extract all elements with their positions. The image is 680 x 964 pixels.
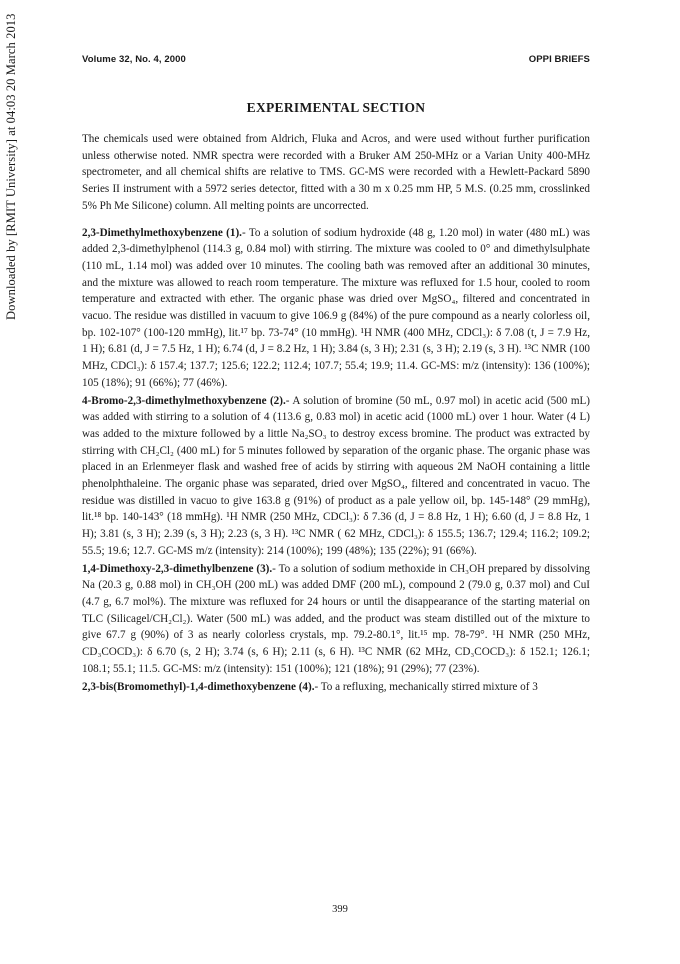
page-number: 399 [332, 904, 348, 915]
compound-heading: 4-Bromo-2,3-dimethylmethoxybenzene (2). [82, 394, 286, 407]
download-watermark: Downloaded by [RMIT University] at 04:03 20 March 2013 [4, 13, 18, 320]
compound-heading: 2,3-Dimethylmethoxybenzene (1). [82, 226, 242, 239]
paragraph-text: - To a refluxing, mechanically stirred mixture of 3 [314, 680, 538, 693]
procedure-paragraph [82, 679, 590, 696]
paragraph-text: - To a solution of sodium hydroxide (48 g, 1.20 mol) in water (480 mL) was added 2,3-dimethylphenol (114.3 g, 0.84 mol) with stirring. The mixture was cooled to 0° and dimethylsulphate (110 mL, 1.14 mol) was added over 10 minutes. The cooling bath was removed after an additional 30 minutes, and the mixture was allowed to reach room temperature. The mixture was refluxed for 1.5 hour, cooled to room temperature and extracted with ether. The organic phase was dried over MgSO₄, filtered and concentrated in vacuo. The residue was distilled in vacuum to give 106.9 g (84%) of the pure compound as a nearly colorless oil, bp. 102-107° (100-120 mmHg), lit.¹⁷ bp. 73-74° (10 mmHg). ¹H NMR (400 MHz, CDCl₃): δ 7.08 (t, J = 7.9 Hz, 1 H); 6.81 (d, J = 7.5 Hz, 1 H); 6.74 (d, J = 8.2 Hz, 1 H); 3.84 (s, 3 H); 2.31 (s, 3 H); 2.19 (s, 3 H). ¹³C NMR (100 MHz, CDCl₃): δ 157.4; 137.7; 125.6; 122.2; 112.4; 107.7; 55.4; 19.9; 11.4. GC-MS: m/z (intensity): 136 (100%); 105 (18%); 91 (66%); 77 (46%). [82, 226, 590, 389]
running-header [82, 54, 590, 65]
procedure-paragraph [82, 393, 590, 560]
paragraph-text: - To a solution of sodium methoxide in CH₃OH prepared by dissolving Na (20.3 g, 0.88 mol) in CH₃OH (200 mL) was added DMF (200 mL), compound 2 (79.0 g, 0.37 mol) and CuI (4.7 g, 6.7 mol%). The mixture was refluxed for 24 hours or until the disappearance of the starting material on TLC (Silicagel/CH₂Cl₂). Water (500 mL) was added, and the product was steam distilled out of the mixture to give 67.7 g (90%) of 3 as nearly colorless crystals, mp. 79.2-80.1°, lit.¹⁵ mp. 78-79°. ¹H NMR (250 MHz, CD₃COCD₃): δ 6.70 (s, 2 H); 3.74 (s, 6 H); 2.11 (s, 6 H). ¹³C NMR (62 MHz, CD₃COCD₃): δ 152.1; 126.1; 108.1; 55.1; 11.5. GC-MS: m/z (intensity): 151 (100%); 121 (18%); 91 (29%); 77 (23%). [82, 562, 590, 675]
procedure-paragraph [82, 225, 590, 392]
paragraph-text: The chemicals used were obtained from Aldrich, Fluka and Acros, and were used without further purification unless otherwise noted. NMR spectra were recorded with a Bruker AM 250-MHz or a Varian Unity 400-MHz spectrometer, and all chemical shifts are relative to TMS. GC-MS were recorded with a Hewlett-Packard 5890 Series II instrument with a 5972 series detector, fitted with a 30 m x 0.25 mm HP, 5 M.S. (0.25 mm, crosslinked 5% Ph Me Silicone) column. All melting points are uncorrected. [82, 133, 590, 212]
section-title: EXPERIMENTAL SECTION [246, 100, 426, 115]
compound-heading: 1,4-Dimethoxy-2,3-dimethylbenzene (3). [82, 562, 273, 575]
procedure-paragraph [82, 561, 590, 678]
journal-section: OPPI BRIEFS [528, 54, 590, 65]
journal-volume: Volume 32, No. 4, 2000 [82, 54, 186, 65]
page-body [82, 54, 590, 695]
intro-paragraph [82, 131, 590, 215]
compound-heading: 2,3-bis(Bromomethyl)-1,4-dimethoxybenzene (4). [82, 680, 315, 693]
paragraph-text: - A solution of bromine (50 mL, 0.97 mol) in acetic acid (500 mL) was added with stirring to a solution of 4 (113.6 g, 0.83 mol) in acetic acid (1000 mL) over 1 hour. Water (4 L) was added to the mixture followed by a little Na₂SO₃ to destroy excess bromine. The product was extracted by stirring with CH₂Cl₂ (400 mL) for 5 minutes followed by separation of the organic phase. The organic phase was placed in an Erlenmeyer flask and washed free of acids by stirring with aqueous 2M NaOH containing a little phenolphthaleine. The organic phase was separated, dried over MgSO₄, filtered and concentrated in vacuo. The residue was distilled in vacuo to give 163.8 g (91%) of product as a pale yellow oil, bp. 145-148° (29 mmHg), lit.¹⁸ bp. 140-143° (18 mmHg). ¹H NMR (250 MHz, CDCl₃): δ 7.36 (d, J = 8.8 Hz, 1 H); 6.60 (d, J = 8.8 Hz, 1 H); 3.81 (s, 3 H); 2.39 (s, 3 H); 2.23 (s, 3 H). ¹³C NMR ( 62 MHz, CDCl₃): δ 155.5; 136.7; 129.4; 116.2; 109.2; 55.5; 19.6; 12.7. GC-MS m/z (intensity): 214 (100%); 199 (48%); 135 (22%); 91 (66%). [82, 394, 591, 557]
